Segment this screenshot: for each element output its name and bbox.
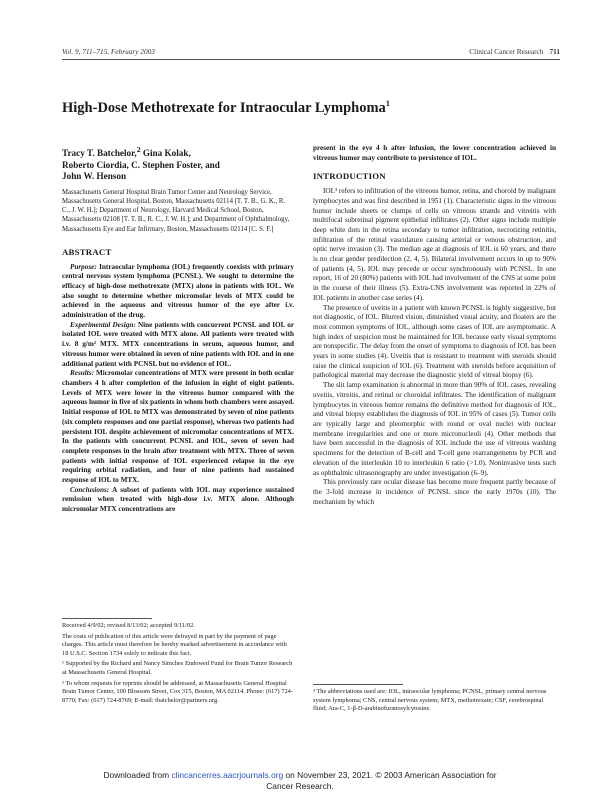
- intro-paragraph-4: This previously rare ocular disease has become more frequent partly because of the 3-fold increase in incidence of PCNSL since the early 1970s (10). The mechanism by which: [313, 478, 556, 506]
- author-list: [62, 144, 294, 183]
- journal-citation: Vol. 9, 711–715, February 2003: [62, 47, 155, 56]
- purpose-text: Intraocular lymphoma (IOL) frequently coexists with primary central nervous system lymphoma (PCNSL). We sought to determine the efficacy of high-dose methotrexate (MTX) alone in patients with IOL. We also sought to determine whether micromolar levels of MTX could be achieved in the aqueous and vitreous humor of the eye after i.v. administration of the drug.: [62, 262, 294, 320]
- journal-title-and-page: [469, 47, 560, 56]
- design-text: Nine patients with concurrent PCNSL and IOL or isolated IOL were treated with MTX alone. All patients were treated with i.v. 8 g/m² MTX. MTX concentrations in serum, aqueous humor, and vitreous humor were obtained in seven of nine patients with IOL and in one additional patient with PCNSL but no evidence of IOL.: [62, 320, 295, 368]
- left-footnotes: [62, 618, 294, 707]
- download-prefix: Downloaded from: [103, 770, 172, 780]
- footnote-1: ¹ Supported by the Richard and Nancy Simches Endowed Fund for Brain Tumor Research at Massachusetts General Hospital.: [62, 660, 293, 676]
- download-line-2: Cancer Research.: [266, 780, 334, 791]
- right-footnote: [313, 684, 556, 714]
- abbreviations-footnote: ³ The abbreviations used are: IOL, intraocular lymphoma; PCNSL, primary central nervous system lymphoma; CNS, central nervous system; MTX, methotrexate; CSF, cerebrospinal fluid; Ara-C, 1-β-D-arabinofuranosylcytosine.: [313, 688, 547, 713]
- footnote-2: ² To whom requests for reprints should be addressed, at Massachusetts General Hospital Brain Tumor Center, 100 Blossom Street, Cox 315, Boston, MA 02114. Phone: (617) 724-8770; Fax: (617) 724-8769; E-mail: tbatchelor@partners.org.: [62, 679, 293, 704]
- publication-costs-note: The costs of publication of this article were defrayed in part by the payment of page charges. This article must therefore be hereby marked advertisement in accordance with 18 U.S.C. Section 1734 solely to indicate this fact.: [62, 632, 287, 657]
- introduction-body: [313, 187, 556, 507]
- author-footnote-marker: 2: [136, 145, 141, 154]
- conclusions-label: Conclusions:: [70, 485, 110, 494]
- author-line-1b: Gina Kolak,: [140, 148, 191, 159]
- author-line-1: Tracy T. Batchelor,: [62, 148, 137, 159]
- download-suffix: on November 23, 2021. © 2003 American Association for: [283, 770, 497, 780]
- author-line-2: Roberto Ciordia, C. Stephen Foster, and: [62, 159, 220, 170]
- page-number: 711: [549, 47, 560, 56]
- introduction-heading: INTRODUCTION: [313, 171, 386, 182]
- purpose-label: Purpose:: [70, 262, 97, 271]
- left-column: [62, 144, 294, 515]
- design-label: Experimental Design:: [70, 320, 136, 329]
- article-title: [62, 95, 542, 117]
- download-link[interactable]: clincancerres.aacrjournals.org: [171, 770, 284, 780]
- conclusions-text: A subset of patients with IOL may experience sustained remission when treated with high-dose i.v. MTX alone. Although micromolar MTX concentrations are: [62, 485, 294, 514]
- results-label: Results:: [70, 369, 94, 378]
- abstract-design: [62, 321, 294, 370]
- footnote-rule-right: [313, 684, 403, 685]
- abstract-purpose: [62, 263, 294, 321]
- intro-paragraph-1: IOL³ refers to infiltration of the vitreous humor, retina, and choroid by malignant lymphocytes and was first described in 1951 (1). Characteristic signs in the vitreous humor include sheets or clumps of cells on vitreous strands and vitreitis with multifocal subretinal pigment epithelial infiltrates (2). Other signs include multiple deep white dots in the retina secondary to tumor infiltration, necrotizing retinitis, infiltration of the retinal vasculature causing arterial or venous obstruction, and optic nerve invasion (3). The median age at diagnosis of IOL is 60 years, and there is no clear gender predilection (2, 4, 5). Bilateral involvement occurs in up to 90% of patients (4, 5). IOL may precede or occur synchronously with PCNSL. In one report, 16 of 20 (80%) patients with IOL had involvement of the CNS at some point in the course of their illness (5). Extra-CNS involvement was reported in 22% of IOL patients in another case series (4).: [313, 187, 557, 302]
- abstract-continued: present in the eye 4 h after infusion, the lower concentration achieved in vitreous humor may contribute to persistence of IOL.: [313, 144, 556, 162]
- affiliations: Massachusetts General Hospital Brain Tumor Center and Neurology Service, Massachusetts General Hospital, Boston, Massachusetts 02114 [T. T. B., G. K., R. C., J. W. H.]; Department of Neurology, Harvard Medical School, Boston, Massachusetts 02108 [T. T. B., R. C., J. W. H.]; and Department of Ophthalmology, Massachusetts Eye and Ear Infirmary, Boston, Massachusetts 02114 [C. S. F.]: [62, 188, 290, 233]
- results-text: Micromolar concentrations of MTX were present in both ocular chambers 4 h after completion of the infusion in eight of eight patients. Levels of MTX were lower in the vitreous humor compared with the aqueous humor in five of six patients in whom both chambers were assayed. Initial response of IOL to MTX was demonstrated by seven of nine patients (six complete responses and one partial response), whereas two patients had persistent IOL despite achievement of micromolar concentrations of MTX. In the patients with concurrent PCNSL and IOL, seven of seven had complete responses in the brain after treatment with MTX. Three of seven patients with initial response of IOL experienced relapse in the eye requiring orbital radiation, and four of nine patients had sustained response of IOL to MTX.: [62, 369, 294, 485]
- right-column: [313, 144, 556, 507]
- title-footnote-marker: 1: [385, 99, 390, 108]
- abstract-conclusions: [62, 486, 294, 515]
- received-dates: Received 4/9/02; revised 8/13/02; accepted 9/11/02.: [62, 622, 195, 629]
- footnote-rule: [62, 618, 152, 619]
- abstract-body: [62, 263, 294, 515]
- journal-name: Clinical Cancer Research: [469, 47, 544, 56]
- intro-paragraph-2: The presence of uveitis in a patient with known PCNSL is highly suggestive, but not diagnostic, of IOL. Blurred vision, diminished visual acuity, and floaters are the most common symptoms of IOL, although some cases of IOL are asymptomatic. A high index of suspicion must be maintained for IOL because early visual symptoms are nonspecific. The delay from the onset of symptoms to diagnosis of IOL has been years in some studies (4). Uveitis that is resistant to treatment with steroids should raise the clinical suspicion of IOL (6). Treatment with steroids before acquisition of pathological material may decrease the diagnostic yield of vitreal biopsy (6).: [313, 303, 556, 380]
- abstract-heading: ABSTRACT: [62, 246, 112, 257]
- running-header: [62, 47, 560, 59]
- article-title-text: High-Dose Methotrexate for Intraocular Lymphoma: [62, 99, 386, 116]
- download-notice: [0, 770, 600, 791]
- intro-paragraph-3: The slit lamp examination is abnormal in more than 90% of IOL cases, revealing uveitis, vitreitis, and retinal or choroidal infiltrates. The identification of malignant lymphocytes in vitreous humor remains the definitive method for diagnosis of IOL, and vitreal biopsy establishes the diagnosis of IOL in 95% of cases (5). Tumor cells are typically large and pleomorphic with round or oval nuclei with nuclear membrane irregularities and one or more micronucleoli (4). Other methods that have been successful in the diagnosis of IOL include the use of vitreous washing specimens for the detection of B-cell and T-cell gene rearrangements by PCR and elevation of the interleukin 10 to interleukin 6 ratio (>1.0). Noninvasive tests such as ophthalmic ultrasonography are under investigation (6–9).: [313, 381, 556, 477]
- author-line-3: John W. Henson: [62, 171, 127, 182]
- abstract-results: [62, 369, 294, 485]
- header-rule: [62, 59, 560, 60]
